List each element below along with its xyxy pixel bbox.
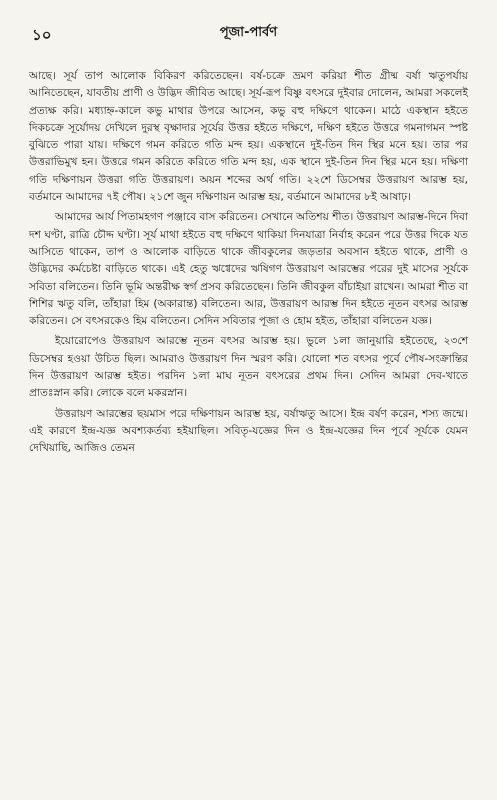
paragraph-1: আছে। সূর্য তাপ আলোক বিকিরণ করিতেছেন। বর্ষ-চক্রে ভ্রমণ করিয়া শীত গ্রীষ্ম বর্ষা ঋতুপর্যায় আনিতেছেন, যাবতীয় প্রাণী ও উদ্ভিদ জীবিত আছে। সূর্য-রূপ বিষ্ণু বৎসরে দুইবার দোলেন, আমরা সকলেই প্রত্যক্ষ করি। মধ্যাহ্ন-কালে কভু মাথার উপরে আসেন, কভু বহু দক্ষিণে থাকেন। মাঠে একস্থান হইতে দিকচক্রে সূর্যোদয় দেখিলে দুরস্থ বৃক্ষাদার সূর্যের উত্তর হইতে দক্ষিণে, দক্ষিণ হইতে উত্তরে গমনাগমন স্পষ্ট বুঝিতে পারা যায়। দক্ষিণে গমন করিতে গতি মন্দ হয়। একস্থানে দুই-তিন দিন স্থির মনে হয়। তার পর উত্তরাভিমুখ হন। উত্তরে গমন করিতে করিতে গতি মন্দ হয়, এক স্থানে দুই-তিন দিন স্থির মনে হয়। দক্ষিণা গতি দক্ষিণায়ন উত্তরা গতি উত্তরায়ণ। অয়ন শব্দের অর্থ গতি। ২২শে ডিসেম্বর উত্তরায়ণ আরম্ভ হয়, বর্তমানে আমাদের ৭ই পৌষ। ২১শে জুন দক্ষিণায়ন আরম্ভ হয়, বর্তমানে আমাদের ৮ই আষাঢ়। — [29, 70, 468, 204]
running-title: পূজা-পার্বণ — [219, 25, 278, 40]
page-body — [29, 68, 468, 458]
page-header — [29, 0, 468, 44]
page-number: ১০ — [32, 26, 52, 44]
paragraph-2: আমাদের আর্য পিতামহগণ পঞ্জাবে বাস করিতেন। সেখানে অতিশয় শীত। উত্তরায়ণ আরম্ভ-দিনে দিবা দশ ঘণ্টা, রাত্রি চৌদ্দ ঘণ্টা। সূর্য মাথা হইতে বহু দক্ষিণে থাকিয়া দিনযাত্রা নির্বাহ করেন পরে উত্তর দিকে যত আসিতে থাকেন, তাপ ও আলোক বাড়িতে থাকে জীবকুলের জড়তার অবসান হইতে থাকে, প্রাণী ও উদ্ভিদের কর্মচেষ্টা বাড়িতে থাকে। এই হেতু ঋগ্বেদের ঋষিগণ উত্তরায়ণ আরম্ভের পরের দুই মাসের সূর্যকে সবিতা বলিতেন। তিনি ভূমি অন্তরীক্ষ স্বর্গ প্রসব করিতেছেন। তিনি জীবকুল বাঁচাইয়া রাখেন। আমরা শীত বা শিশির ঋতু বলি, তাঁহারা হিম (অকারান্ত) বলিতেন। আর, উত্তরায়ণ আরম্ভ দিন হইতে নূতন বৎসর আরম্ভ করিতেন। সে বৎসরকেও হিম বলিতেন। সেদিন সবিতার পূজা ও হোম হইত, তাঁহারা বলিতেন যজ্ঞ। — [29, 211, 468, 328]
paragraph-4: উত্তরায়ণ আরম্ভের ছয়মাস পরে দক্ষিণায়ন আরম্ভ হয়, বর্ষাঋতু আসে। ইন্দ্র বর্ষণ করেন, শস্য জন্মে। এই কারণে ইন্দ্র-যজ্ঞ অবশ্যকর্তব্য হইয়াছিল। সবিতৃ-যজ্ঞের দিন ও ইন্দ্র-যজ্ঞের দিন পূর্বে সূর্যকে যেমন দেখিয়াছি, আজিও তেমন — [29, 407, 468, 455]
paragraph-3: ইয়োরোপেও উত্তরায়ণ আরম্ভে নূতন বৎসর আরম্ভ হয়। ভুলে ১লা জানুয়ারি হইতেছে, ২৩শে ডিসেম্বর হওয়া উচিত ছিল। আমরাও উত্তরায়ণ দিন স্মরণ করি। যোলো শত বৎসর পূর্বে পৌষ-সংক্রান্তির দিন উত্তরায়ণ আরম্ভ হইত। পরদিন ১লা মাঘ নূতন বৎসরের প্রথম দিন। সেদিন আমরা দেব-খাতে প্রাতঃস্নান করি। লোকে বলে মকরস্নান। — [29, 335, 468, 400]
